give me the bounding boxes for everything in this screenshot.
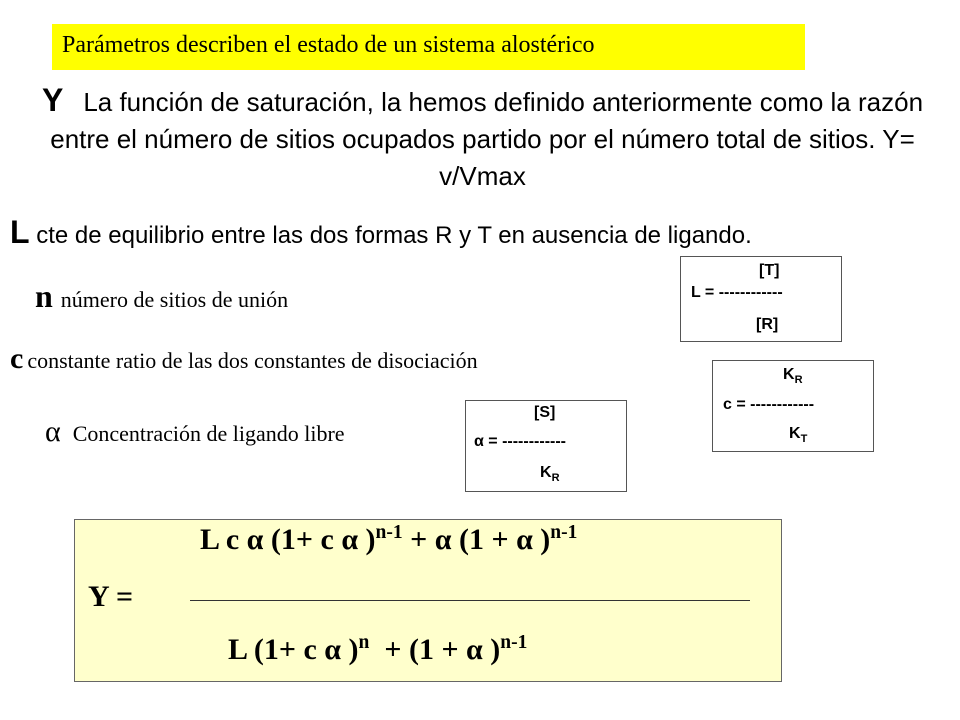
l-definition [10,214,752,251]
alpha-box-equation: α = ------------ [474,433,567,450]
c-definition [10,342,478,376]
c-box-numerator: $K_R$ [783,366,803,387]
c-definition-text: constante ratio de las dos constantes de disociación [27,348,478,373]
formula-denominator: L (1+ c α )$^n$ + (1 + α )$^{n-1}$ [228,632,528,666]
n-definition-text: número de sitios de unión [60,287,289,312]
formula-lhs: Y = [88,580,134,613]
slide-title: Parámetros describen el estado de un sistema alostérico [62,32,595,58]
l-box-equation: L = ------------ [691,284,783,301]
c-equation-box [712,360,874,452]
y-definition-text: La función de saturación, la hemos definido anteriormente como la razón entre el número de sitios ocupados partido por el número total de sitios. Y= v/Vmax [50,87,924,191]
formula-numerator: L c α (1+ c α )$^{n-1}$ + α (1 + α )$^{n-1}$ [200,522,578,556]
y-symbol: Y [41,82,64,118]
l-definition-text: cte de equilibrio entre las dos formas R y T en ausencia de ligando. [29,222,752,249]
y-definition [20,82,945,195]
l-box-numerator: [T] [759,262,780,279]
alpha-symbol: α [45,415,61,448]
alpha-box-numerator: [S] [534,404,556,421]
n-definition [35,278,288,315]
c-box-equation: c = ------------ [723,396,815,413]
c-symbol: c [10,342,24,375]
n-symbol: n [35,278,53,314]
alpha-definition [45,415,345,449]
l-equation-box [680,256,842,342]
l-box-denominator: [R] [756,316,779,333]
l-symbol: L [10,214,30,250]
c-box-denominator: $K_T$ [789,425,808,446]
alpha-box-denominator: $K_R$ [540,464,560,485]
alpha-definition-text: Concentración de ligando libre [72,421,345,446]
alpha-equation-box [465,400,627,492]
fraction-line [190,600,750,601]
